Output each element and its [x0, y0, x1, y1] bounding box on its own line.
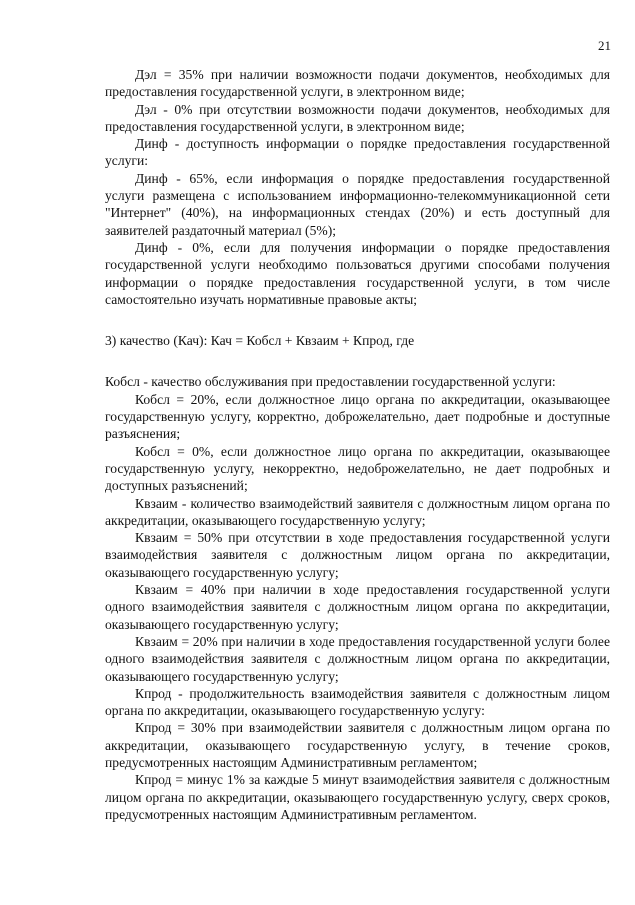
- page-body: [105, 66, 610, 823]
- quality-formula: 3) качество (Кач): Кач = Кобсл + Квзаим + Кпрод, где: [105, 333, 415, 349]
- page-number: 21: [598, 38, 611, 53]
- paragraph-kvzaim-definition: Квзаим - количество взаимодействий заявителя с должностным лицом органа по аккредитации, оказывающего государственную услугу;: [105, 495, 610, 528]
- paragraph-kprod-30: Кпрод = 30% при взаимодействии заявителя с должностным лицом органа по аккредитации, оказывающего государственную услугу, в течение сроков, предусмотренных настоящим Административным регламентом;: [105, 720, 610, 770]
- paragraph-dinf-65: Динф - 65%, если информация о порядке предоставления государственной услуги размещена с использованием информационно-телекоммуникационной сети "Интернет" (40%), на информационных стендах (20%) и есть доступный для заявителей раздаточный материал (5%);: [105, 170, 610, 238]
- paragraph-kobsl-definition: Кобсл - качество обслуживания при предоставлении государственной услуги:: [105, 374, 556, 390]
- paragraph-kobsl-20: Кобсл = 20%, если должностное лицо органа по аккредитации, оказывающее государственную услугу, корректно, доброжелательно, дает подробные и доступные разъяснения;: [105, 391, 610, 442]
- paragraph-kvzaim-20: Квзаим = 20% при наличии в ходе предоставления государственной услуги более одного взаимодействия заявителя с должностным лицом органа по аккредитации, оказывающего государственную услугу;: [105, 633, 610, 684]
- paragraph-kobsl-0: Кобсл = 0%, если должностное лицо органа по аккредитации, оказывающее государственную услугу, некорректно, недоброжелательно, не дает подробных и доступных разъяснений;: [105, 443, 610, 494]
- paragraph-kprod-minus-1: Кпрод = минус 1% за каждые 5 минут взаимодействия заявителя с должностным лицом органа по аккредитации, оказывающего государственную услугу, сверх сроков, предусмотренных настоящим Административным регламентом.: [105, 772, 610, 822]
- paragraph-dinf-0: Динф - 0%, если для получения информации о порядке предоставления государственной услуги необходимо пользоваться другими способами получения информации о порядке предоставления государственной услуги, в том числе самостоятельно изучать нормативные правовые акты;: [105, 239, 610, 307]
- paragraph-del-0: Дэл - 0% при отсутствии возможности подачи документов, необходимых для предоставления государственной услуги, в электронном виде;: [105, 101, 610, 134]
- paragraph-kvzaim-50: Квзаим = 50% при отсутствии в ходе предоставления государственной услуги взаимодействия заявителя с должностным лицом органа по аккредитации, оказывающего государственную услугу;: [105, 530, 610, 580]
- paragraph-dinf-definition: Динф - доступность информации о порядке предоставления государственной услуги:: [105, 136, 610, 169]
- paragraph-kvzaim-40: Квзаим = 40% при наличии в ходе предоставления государственной услуги одного взаимодействия заявителя с должностным лицом органа по аккредитации, оказывающего государственную услугу;: [105, 582, 610, 632]
- paragraph-del-35: Дэл = 35% при наличии возможности подачи документов, необходимых для предоставления государственной услуги, в электронном виде;: [105, 67, 610, 100]
- paragraph-kprod-definition: Кпрод - продолжительность взаимодействия заявителя с должностным лицом органа по аккредитации, оказывающего государственную услугу:: [105, 685, 610, 719]
